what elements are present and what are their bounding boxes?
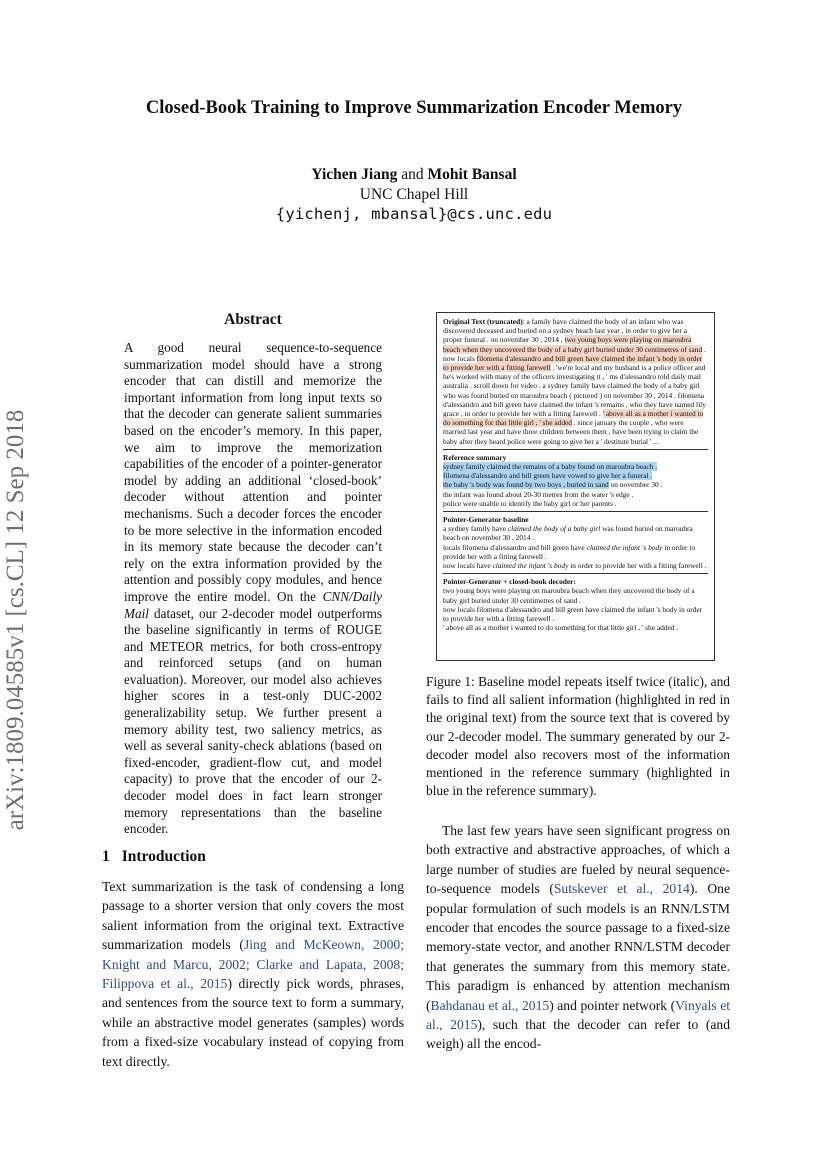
section-number: 1	[102, 848, 110, 865]
repeated-phrase: claimed the infant 's body	[492, 561, 569, 571]
figure-text: two young boys were playing on maroubra beach when they uncovered the body of a baby girl buried under 30 centimetres of sand .	[443, 586, 695, 605]
figure-text: . since january the couple , who were married last year and have three children between them , have been trying to claim the baby after they heard police were going to give her a ' destitute burial ' ...	[443, 418, 699, 446]
figure-1-box	[436, 312, 715, 661]
figure-baseline-output	[443, 515, 708, 574]
figure-text: now locals filomena d'alessandro and bill green have claimed the infant 's body in order to provide her with a fitting farewell .	[443, 604, 703, 624]
figure-reference-summary	[443, 453, 708, 512]
paragraph-text: ). One popular formulation of such models is an RNN/LSTM encoder that encodes the source passage to a fixed-size memory-state vector, and another RNN/LSTM decoder that generates the summary from this memory state. This paradigm is enhanced by attention mechanism (	[426, 881, 730, 1013]
figure-text: a sydney family have	[443, 524, 508, 534]
paragraph-text: ) directly pick words, phrases, and sentences from the source text to form a summary, while an abstractive model generates (samples) words from a fixed-size vocabulary instead of copying from text directly.	[102, 976, 404, 1069]
abstract-body	[124, 340, 382, 838]
citation-link[interactable]: Vinyals et al., 2015	[426, 997, 731, 1033]
figure-text: : a family have claimed the body of an infant who was discovered deceased and buried on a sydney beach last year , in order to give her a proper funeral . on november 30 , 2014 ,	[443, 317, 687, 345]
figure-text: the infant was found about 20-30 metres from the water 's edge .	[443, 489, 634, 499]
section-heading	[102, 848, 206, 866]
paper-title: Closed-Book Training to Improve Summarization Encoder Memory	[145, 98, 683, 118]
red-highlight: ' above all as a mother i wanted to do something for that little girl , ' she added	[443, 409, 704, 428]
intro-paragraph-continued	[426, 821, 730, 1054]
author-conjunction: and	[401, 166, 424, 183]
repeated-phrase: claimed the body of a baby girl	[507, 524, 601, 534]
figure-section-label: Pointer-Generator baseline	[443, 515, 529, 525]
abstract-text: A good neural sequence-to-sequence summarization model should have a strong encoder that can distill and memorize the important information from long input texts so that the decoder can generate salient summaries based on the encoder’s memory. In this paper, we aim to improve the memorization capabilities of the encoder of a pointer-generator model by adding an additional ‘closed-book’ decoder without attention and pointer mechanisms. Such a decoder forces the encoder to be more selective in the information encoded in its memory state because the decoder can’t rely on the extra information provided by the attention and possibly copy modules, and hence improve the entire model. On the	[124, 340, 382, 604]
author-name: Yichen Jiang	[311, 166, 398, 183]
figure-text: was found buried on maroubra beach on november 30 , 2014 .	[443, 524, 693, 543]
figure-section-label: Reference summary	[443, 452, 507, 462]
red-highlight: filomena d'alessandro and bill green have claimed the infant 's body in order to provide her with a fitting farewell	[443, 353, 703, 373]
figure-text: . 'we're local and my husband is a police officer and he's worked with many of the officers investigating it , ' ms d'alessandro told daily mail australia . scroll down for video . a sydney family have claimed the body of a baby girl who was found buried on maroubra beach ( pictured ) on november 30 , 2014 . filomena d'alessandro and bill green have claimed the infant 's remains , who they have named lily grace , in order to provide her with a fitting farewell .	[443, 363, 706, 419]
affiliation: UNC Chapel Hill	[359, 186, 469, 203]
figure-original-text	[443, 317, 708, 450]
blue-highlight: the baby 's body was found by two boys , buried in sand	[443, 480, 609, 490]
paragraph-text: The last few years have seen significant progress on both extractive and abstractive approaches, of which a large number of studies are fueled by neural sequence-to-sequence models (	[426, 823, 730, 897]
citation-link[interactable]: Sutskever et al., 2014	[553, 881, 690, 897]
paragraph-text: Text summarization is the task of condensing a long passage to a shorter version that only covers the most salient information from the original text. Extractive summarization models (	[102, 879, 404, 953]
author-email: {yichenj, mbansal}@cs.unc.edu	[275, 205, 553, 223]
figure-caption: Figure 1: Baseline model repeats itself twice (italic), and fails to find all salient information (highlighted in red in the original text) from the source text that is covered by our 2-decoder model. The summary generated by our 2-decoder model also recovers most of the information mentioned in the reference summary (highlighted in blue in the reference summary).	[426, 674, 730, 799]
figure-text: police were unable to identify the baby girl or her parents .	[443, 498, 617, 508]
figure-text: in order to provide her with a fitting farewell .	[443, 542, 696, 561]
section-title: Introduction	[121, 848, 206, 865]
blue-highlight: filomena d'alessandro and bill green have vowed to give her a funeral .	[443, 471, 653, 481]
figure-text: . now locals	[443, 344, 706, 363]
arxiv-sidebar-id: arXiv:1809.04585v1 [cs.CL] 12 Sep 2018	[2, 409, 29, 831]
figure-section-label: Pointer-Generator + closed-book decoder:	[443, 577, 576, 587]
repeated-phrase: claimed the infant 's body	[586, 542, 663, 552]
abstract-heading: Abstract	[224, 311, 282, 328]
figure-closed-book-output	[443, 577, 708, 635]
citation-link[interactable]: Bahdanau et al., 2015	[430, 997, 550, 1013]
abstract-text: dataset, our 2-decoder model outperforms the baseline significantly in terms of ROUGE and METEOR metrics, for both cross-entropy and reinforced setups (and on human evaluation). Moreover, our model also achieves higher scores in a test-only DUC-2002 generalizability setup. We further present a memory ability test, two saliency metrics, as well as several sanity-check ablations (based on fixed-encoder, gradient-flow cut, and model capacity) to prove that the encoder of our 2-decoder model does in fact learn stronger memory representations than the baseline encoder.	[124, 605, 382, 837]
paragraph-text: ), such that the decoder can refer to (and weigh) all the encod-	[426, 1017, 731, 1052]
blue-highlight: sydney family claimed the remains of a baby found on maroubra beach .	[443, 462, 658, 472]
figure-section-label: Original Text (truncated)	[443, 317, 523, 326]
authors-line	[0, 166, 828, 184]
figure-text: on november 30 .	[608, 480, 663, 490]
figure-text: in order to provide her with a fitting farewell .	[568, 561, 707, 571]
intro-paragraph	[102, 877, 404, 1071]
dataset-name: CNN/Daily Mail	[124, 588, 382, 621]
author-name: Mohit Bansal	[427, 166, 517, 183]
figure-text: ' above all as a mother i wanted to do something for that little girl , ' she added .	[443, 623, 679, 633]
red-highlight: two young boys were playing on maroubra beach when they uncovered the body of a baby girl buried under 30 centimetres of sand	[443, 335, 703, 354]
citation-link[interactable]: Jing and McKeown, 2000; Knight and Marcu, 2002; Clarke and Lapata, 2008; Filippova et al., 2015	[102, 937, 404, 992]
figure-text: now locals have	[443, 561, 493, 571]
paragraph-text: ) and pointer network (	[549, 997, 676, 1013]
figure-text: locals filomena d'alessandro and bill green have	[443, 542, 587, 552]
